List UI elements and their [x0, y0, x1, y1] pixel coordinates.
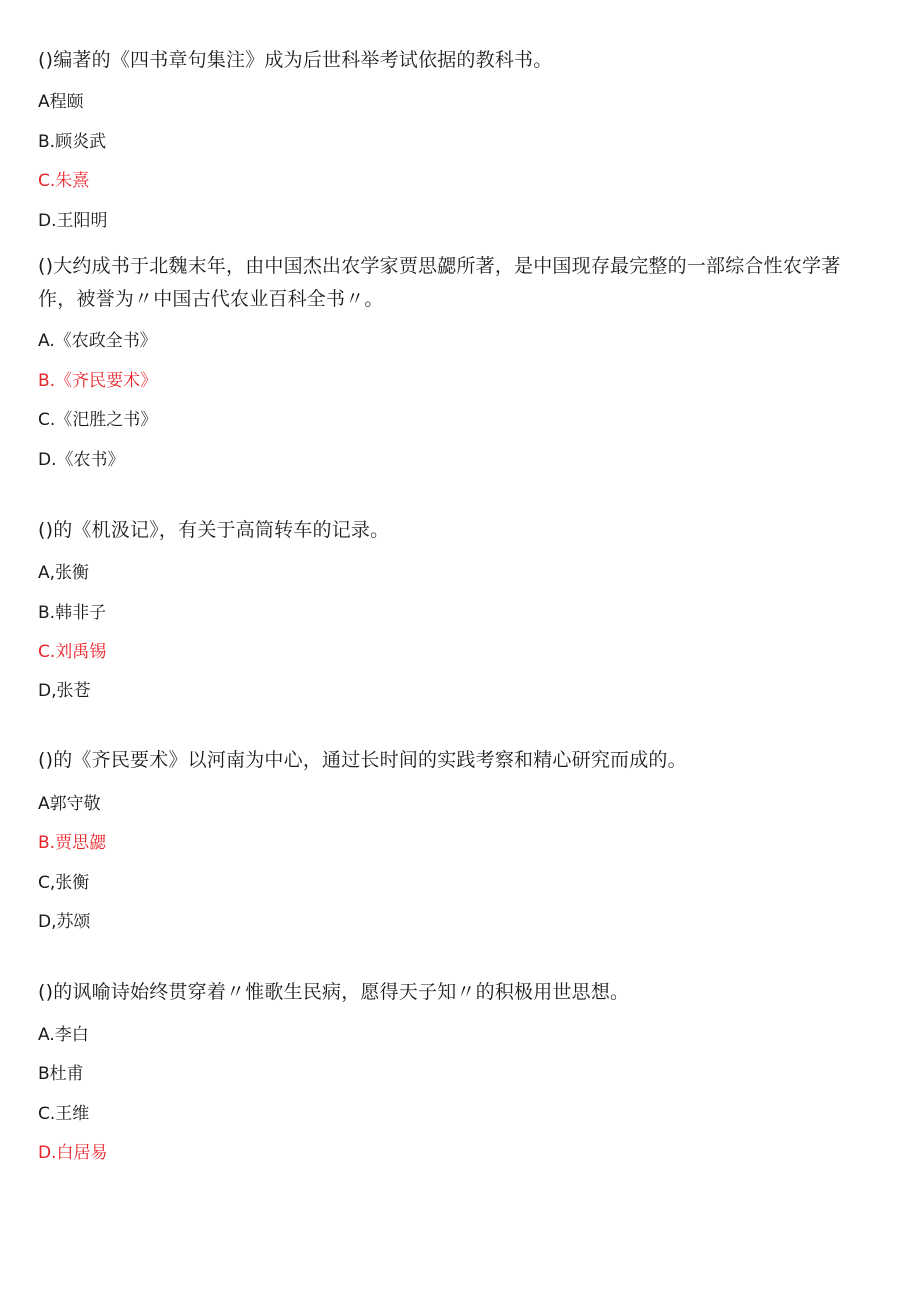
option-a: A.《农政全书》: [38, 331, 157, 351]
option-d: D,苏颂: [38, 912, 91, 932]
option-c: C.王维: [38, 1104, 90, 1124]
question-stem: ()的《齐民要术》以河南为中心，通过长时间的实践考察和精心研究而成的。: [38, 749, 687, 771]
option-a: A郭守敬: [38, 794, 101, 814]
question-stem: ()编著的《四书章句集注》成为后世科举考试依据的教科书。: [38, 49, 553, 71]
option-d: D.《农书》: [38, 450, 125, 470]
option-a: A.李白: [38, 1025, 89, 1045]
option-d-correct: D.白居易: [38, 1143, 108, 1163]
option-c-correct: C.朱熹: [38, 171, 90, 191]
question-stem: ()大约成书于北魏末年，由中国杰出农学家贾思勰所著，是中国现存最完整的一部综合性农学著作，被誉为〃中国古代农业百科全书〃。: [38, 255, 841, 310]
question-stem: ()的《机汲记》，有关于高筒转车的记录。: [38, 519, 390, 541]
option-b-correct: B.贾思勰: [38, 833, 107, 853]
option-d: D.王阳明: [38, 211, 108, 231]
option-c: C.《汜胜之书》: [38, 410, 158, 430]
question-stem: ()的讽喻诗始终贯穿着〃惟歌生民病，愿得天子知〃的积极用世思想。: [38, 981, 630, 1003]
option-b: B.顾炎武: [38, 132, 107, 152]
option-b: B.韩非子: [38, 603, 107, 623]
option-c-correct: C.刘禹锡: [38, 642, 107, 662]
option-a: A程颐: [38, 92, 84, 112]
option-d: D,张苍: [38, 681, 91, 701]
question-2: [38, 250, 878, 470]
option-c: C,张衡: [38, 873, 90, 893]
question-5: [38, 976, 878, 1163]
option-a: A,张衡: [38, 563, 90, 583]
question-1: [38, 44, 878, 231]
option-b: B杜甫: [38, 1064, 84, 1084]
question-3: [38, 514, 878, 701]
question-4: [38, 744, 878, 932]
option-b-correct: B.《齐民要术》: [38, 371, 158, 391]
